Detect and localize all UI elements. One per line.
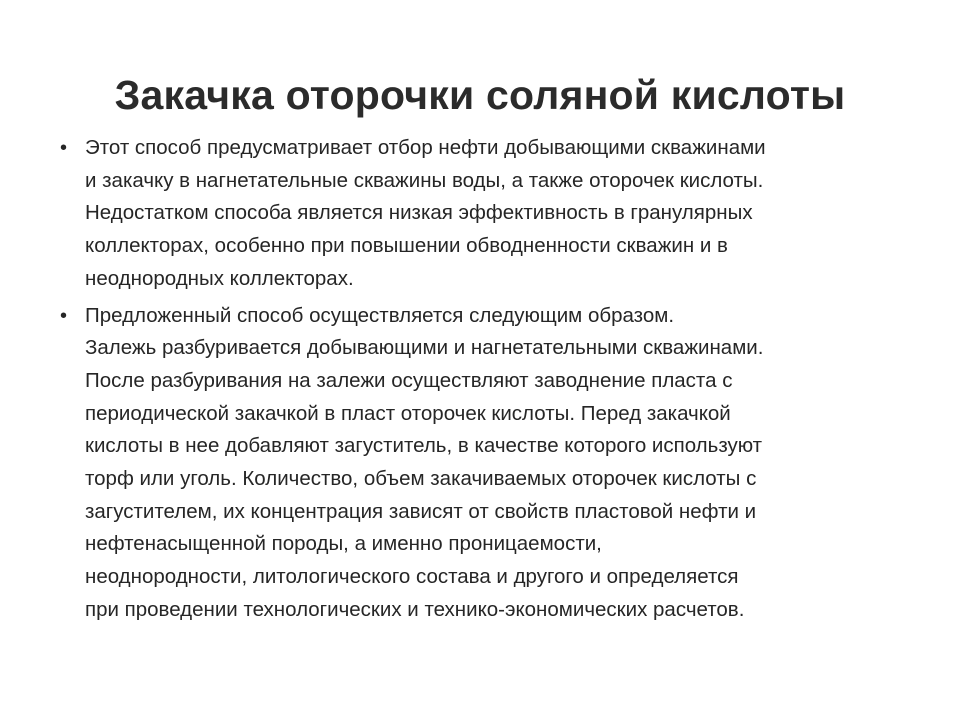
bullet-2-line-7: загустителем, их концентрация зависят от свойств пластовой нефти и: [85, 499, 757, 523]
bullet-marker: •: [60, 137, 68, 159]
bullet-item-2: [58, 300, 918, 627]
bullet-2-line-8: нефтенасыщенной породы, а именно проницаемости,: [85, 532, 602, 556]
bullet-1-line-3: Недостатком способа является низкая эффективность в гранулярных: [85, 201, 753, 225]
bullet-2-line-9: неоднородности, литологического состава и другого и определяется: [85, 565, 739, 589]
bullet-1-line-5: неоднородных коллекторах.: [85, 266, 354, 290]
bullet-2-line-5: кислоты в нее добавляют загуститель, в качестве которого используют: [85, 434, 763, 458]
bullet-2-line-2: Залежь разбуривается добывающими и нагнетательными скважинами.: [85, 336, 764, 360]
bullet-list: [58, 132, 918, 631]
bullet-1-line-1: Этот способ предусматривает отбор нефти добывающими скважинами: [85, 136, 766, 159]
bullet-1-line-4: коллекторах, особенно при повышении обводненности скважин и в: [85, 234, 728, 258]
bullet-2-line-1: Предложенный способ осуществляется следующим образом.: [85, 303, 675, 327]
bullet-2-line-3: После разбуривания на залежи осуществляют заводнение пласта с: [85, 368, 733, 392]
bullet-marker: •: [60, 304, 68, 327]
bullet-2-line-4: периодической закачкой в пласт оторочек кислоты. Перед закачкой: [85, 401, 731, 425]
bullet-2-line-6: торф или уголь. Количество, объем закачиваемых оторочек кислоты с: [85, 467, 757, 491]
slide-title: Закачка оторочки соляной кислоты: [114, 72, 846, 119]
bullet-1-line-2: и закачку в нагнетательные скважины воды, а также оторочек кислоты.: [85, 168, 764, 192]
bullet-2-line-10: при проведении технологических и технико-экономических расчетов.: [85, 597, 745, 621]
bullet-item-1: [58, 132, 918, 296]
